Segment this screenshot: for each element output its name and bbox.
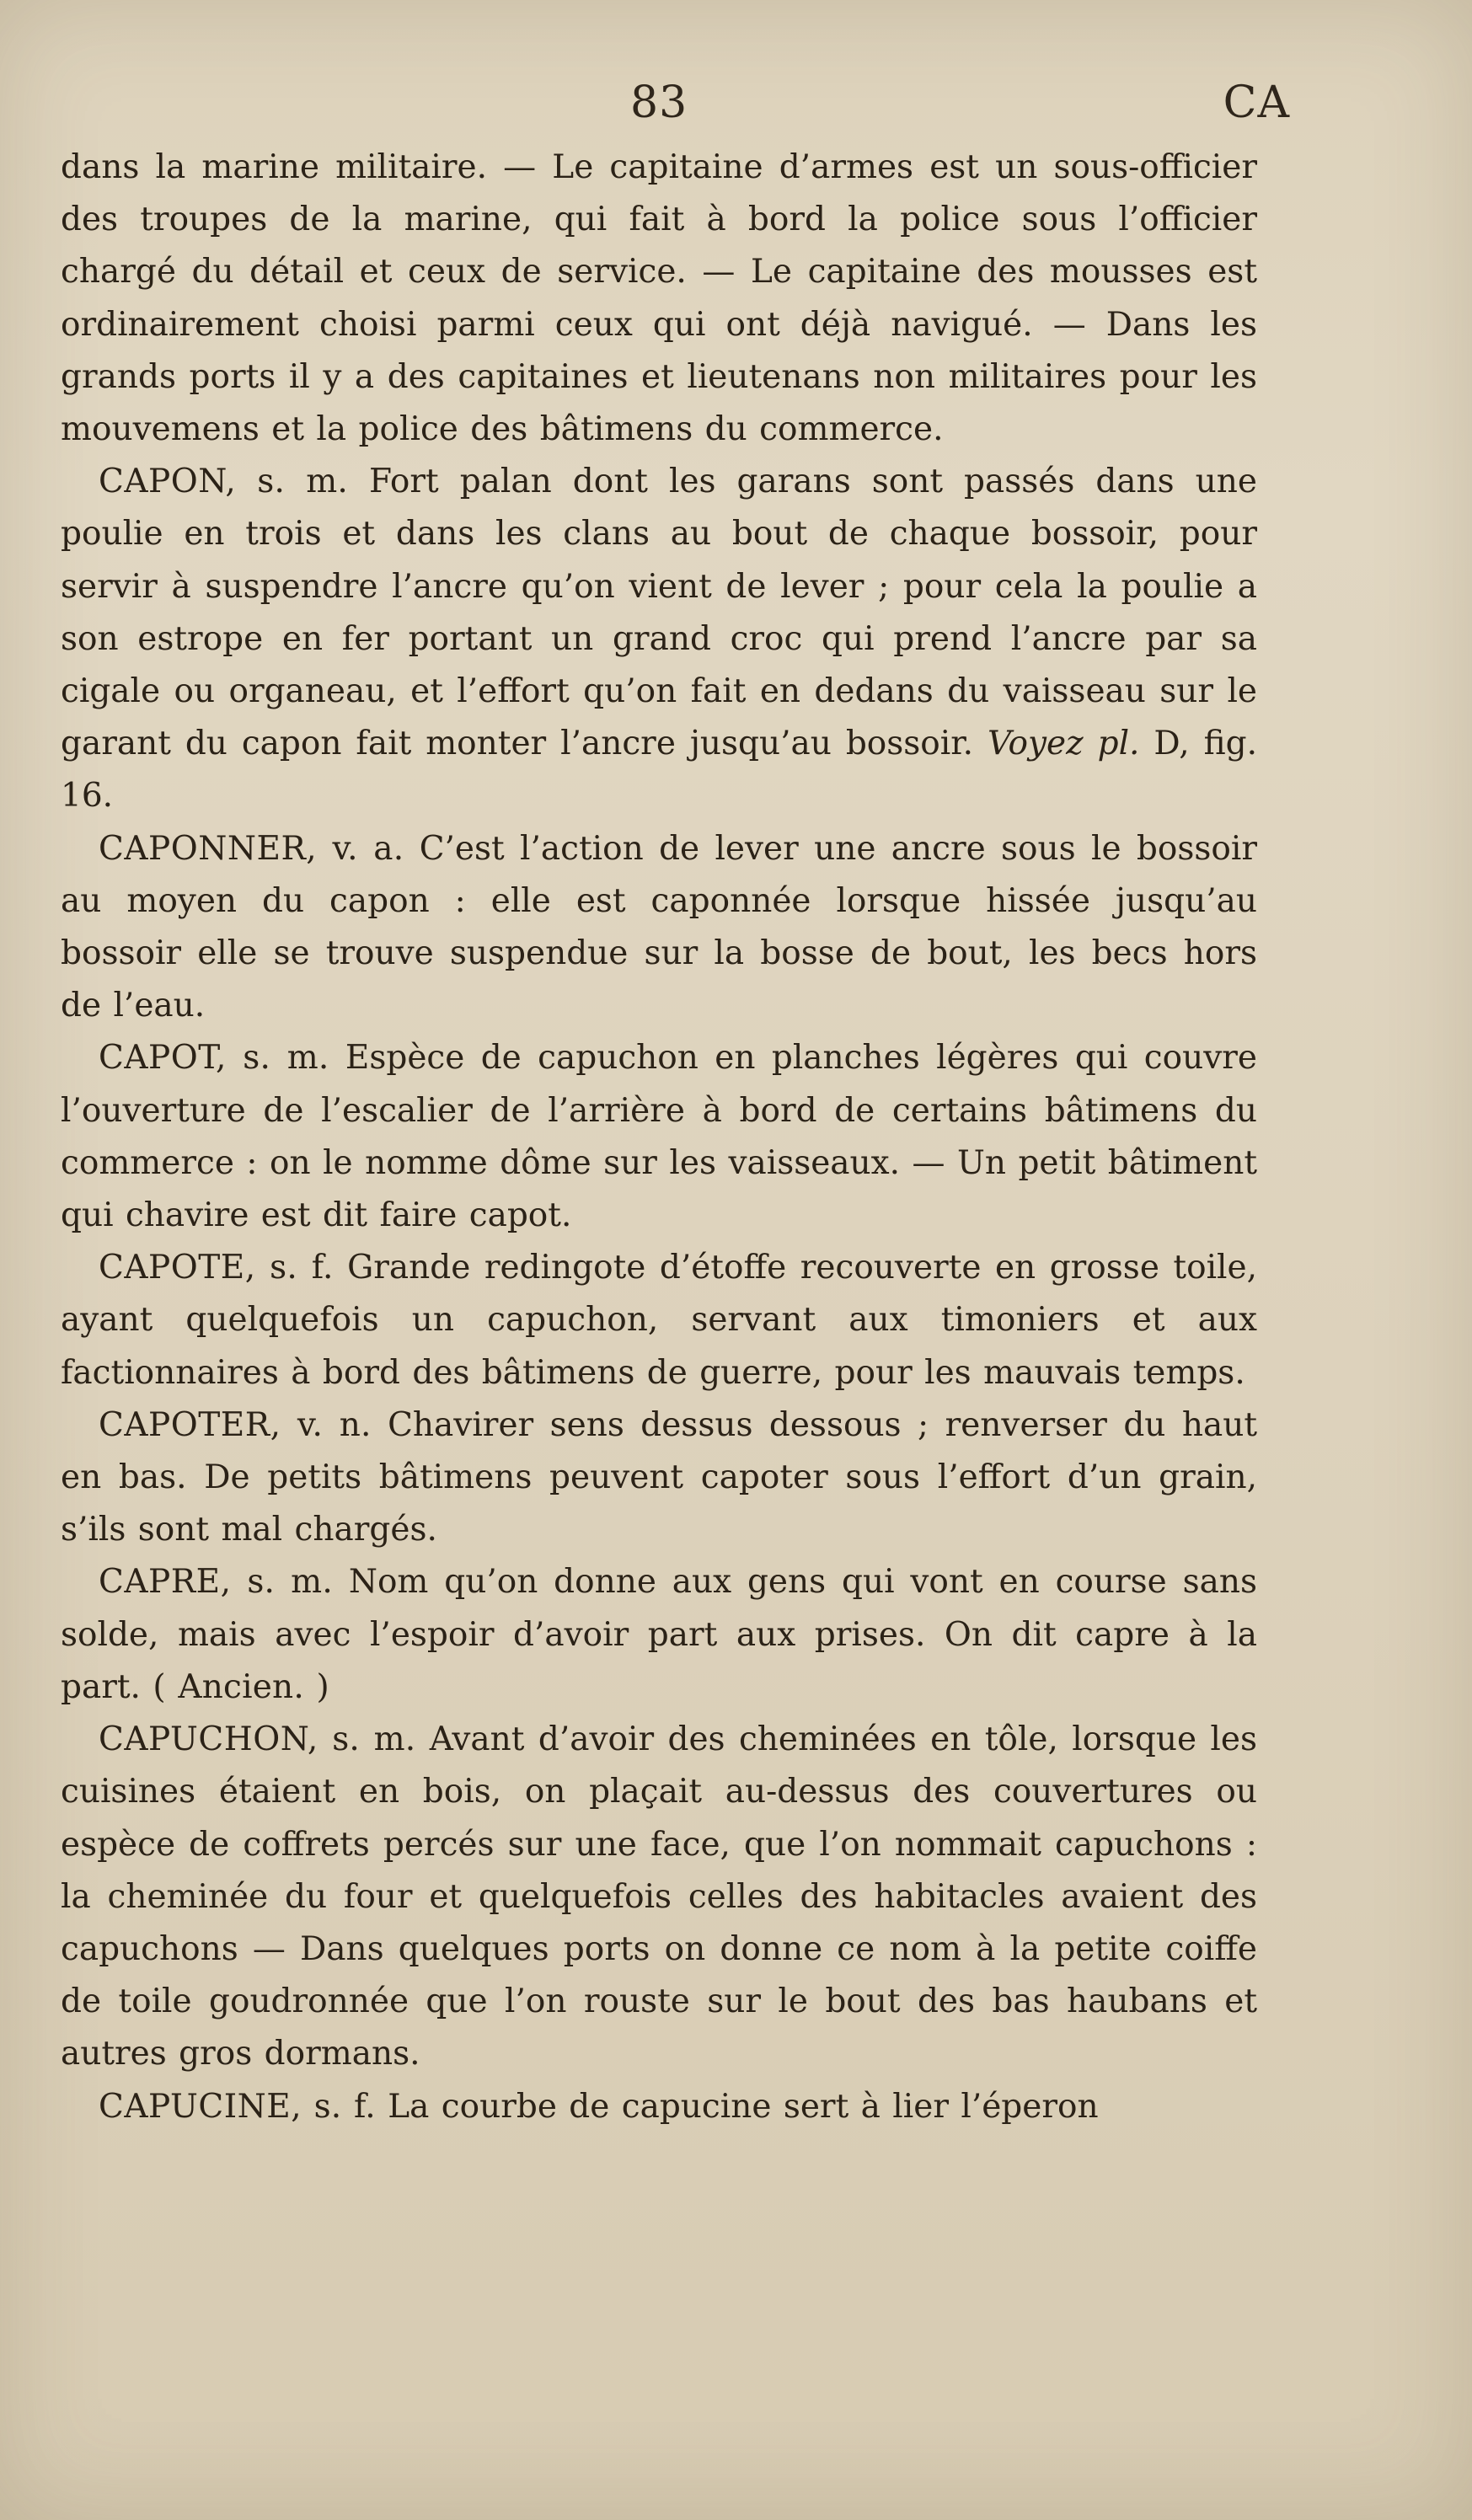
- page-number: 83: [630, 78, 688, 128]
- entry-headword: CAPONNER,: [99, 829, 318, 868]
- entry-headword: CAPOT,: [99, 1039, 227, 1078]
- running-head: CA: [1223, 78, 1290, 128]
- entry-body: Espèce de capuchon en planches légères qui couvre l’ouverture de l’escalier de l’arrière à bord de certains bâtimens du commerce : on le nomme dôme sur les vaisseaux. — Un petit bâtiment qui chavire est dit faire capot.: [61, 1039, 1257, 1235]
- entry-body: La courbe de capucine sert à lier l’éperon: [388, 2087, 1099, 2126]
- entry-grammar: s. m.: [257, 463, 349, 501]
- entry-body: Nom qu’on donne aux gens qui vont en course sans solde, mais avec l’espoir d’avoir part aux prises. On dit capre à la part.: [61, 1563, 1257, 1706]
- entry-capucine: [61, 2081, 1257, 2133]
- entry-capon: [61, 456, 1257, 822]
- entry-grammar: s. m.: [247, 1563, 333, 1602]
- entry-grammar: v. n.: [297, 1405, 372, 1444]
- entry-body: Fort palan dont les garans sont passés dans une poulie en trois et dans les clans au bout de chaque bossoir, pour servir à suspendre l’ancre qu’on vient de lever ; pour cela la poulie a son estrope en fer portant un grand croc qui prend l’ancre par sa cigale ou organeau, et l’effort qu’on fait en dedans du vaisseau sur le garant du capon fait monter l’ancre jusqu’au bossoir.: [61, 463, 1257, 763]
- entry-headword: CAPOTER,: [99, 1405, 281, 1444]
- entry-body: Grande redingote d’étoffe recouverte en grosse toile, ayant quelquefois un capuchon, servant aux timoniers et aux factionnaires à bord des bâtimens de guerre, pour les mauvais temps.: [61, 1249, 1258, 1392]
- entry-body: dans la marine militaire. — Le capitaine d’armes est un sous-officier des troupes de la marine, qui fait à bord la police sous l’officier chargé du détail et ceux de service. — Le capitaine des mousses est ordinairement choisi parmi ceux qui ont déjà navigué. — Dans les grands ports il y a des capitaines et lieutenans non militaires pour les mouvemens et la police des bâtimens du commerce.: [61, 148, 1257, 449]
- entry-capote: [61, 1242, 1257, 1399]
- entry-capre: [61, 1556, 1257, 1714]
- entry-headword: CAPRE,: [99, 1563, 232, 1602]
- entry-grammar: s. m.: [332, 1720, 416, 1759]
- dictionary-text: [61, 142, 1257, 2133]
- entry-body: Chavirer sens dessus dessous ; renverser du haut en bas. De petits bâtimens peuvent capoter sous l’effort d’un grain, s’ils sont mal chargés.: [61, 1405, 1257, 1549]
- entry-grammar: s. f.: [313, 2087, 376, 2126]
- entry-continuation: [61, 142, 1257, 456]
- entry-headword: CAPUCINE,: [99, 2087, 302, 2126]
- entry-headword: CAPOTE,: [99, 1249, 256, 1287]
- reference-tail: D, fig. 16.: [61, 725, 1257, 816]
- entry-grammar: v. a.: [332, 829, 404, 868]
- entry-capoter: [61, 1399, 1257, 1557]
- entry-body: Avant d’avoir des cheminées en tôle, lorsque les cuisines étaient en bois, on plaçait au-dessus des couvertures ou espèce de coffrets percés sur une face, que l’on nommait capuchons : la cheminée du four et quelquefois celles des habitacles avaient des capuchons — Dans quelques ports on donne ce nom à la petite coiffe de toile goudronnée que l’on rouste sur le bout des bas haubans et autres gros dormans.: [61, 1720, 1257, 2073]
- entry-grammar: s. m.: [243, 1039, 329, 1078]
- entry-capot: [61, 1032, 1257, 1242]
- entry-grammar: s. f.: [270, 1249, 334, 1287]
- entry-body: C’est l’action de lever une ancre sous le bossoir au moyen du capon : elle est caponnée lorsque hissée jusqu’au bossoir elle se trouve suspendue sur la bosse de bout, les becs hors de l’eau.: [61, 829, 1257, 1025]
- entry-caponner: [61, 823, 1257, 1033]
- reference-intro: Voyez pl.: [987, 725, 1140, 763]
- entry-headword: CAPON,: [99, 463, 237, 501]
- entry-headword: CAPUCHON,: [99, 1720, 318, 1759]
- entry-note: ( Ancien. ): [153, 1667, 329, 1706]
- entry-capuchon: [61, 1714, 1257, 2080]
